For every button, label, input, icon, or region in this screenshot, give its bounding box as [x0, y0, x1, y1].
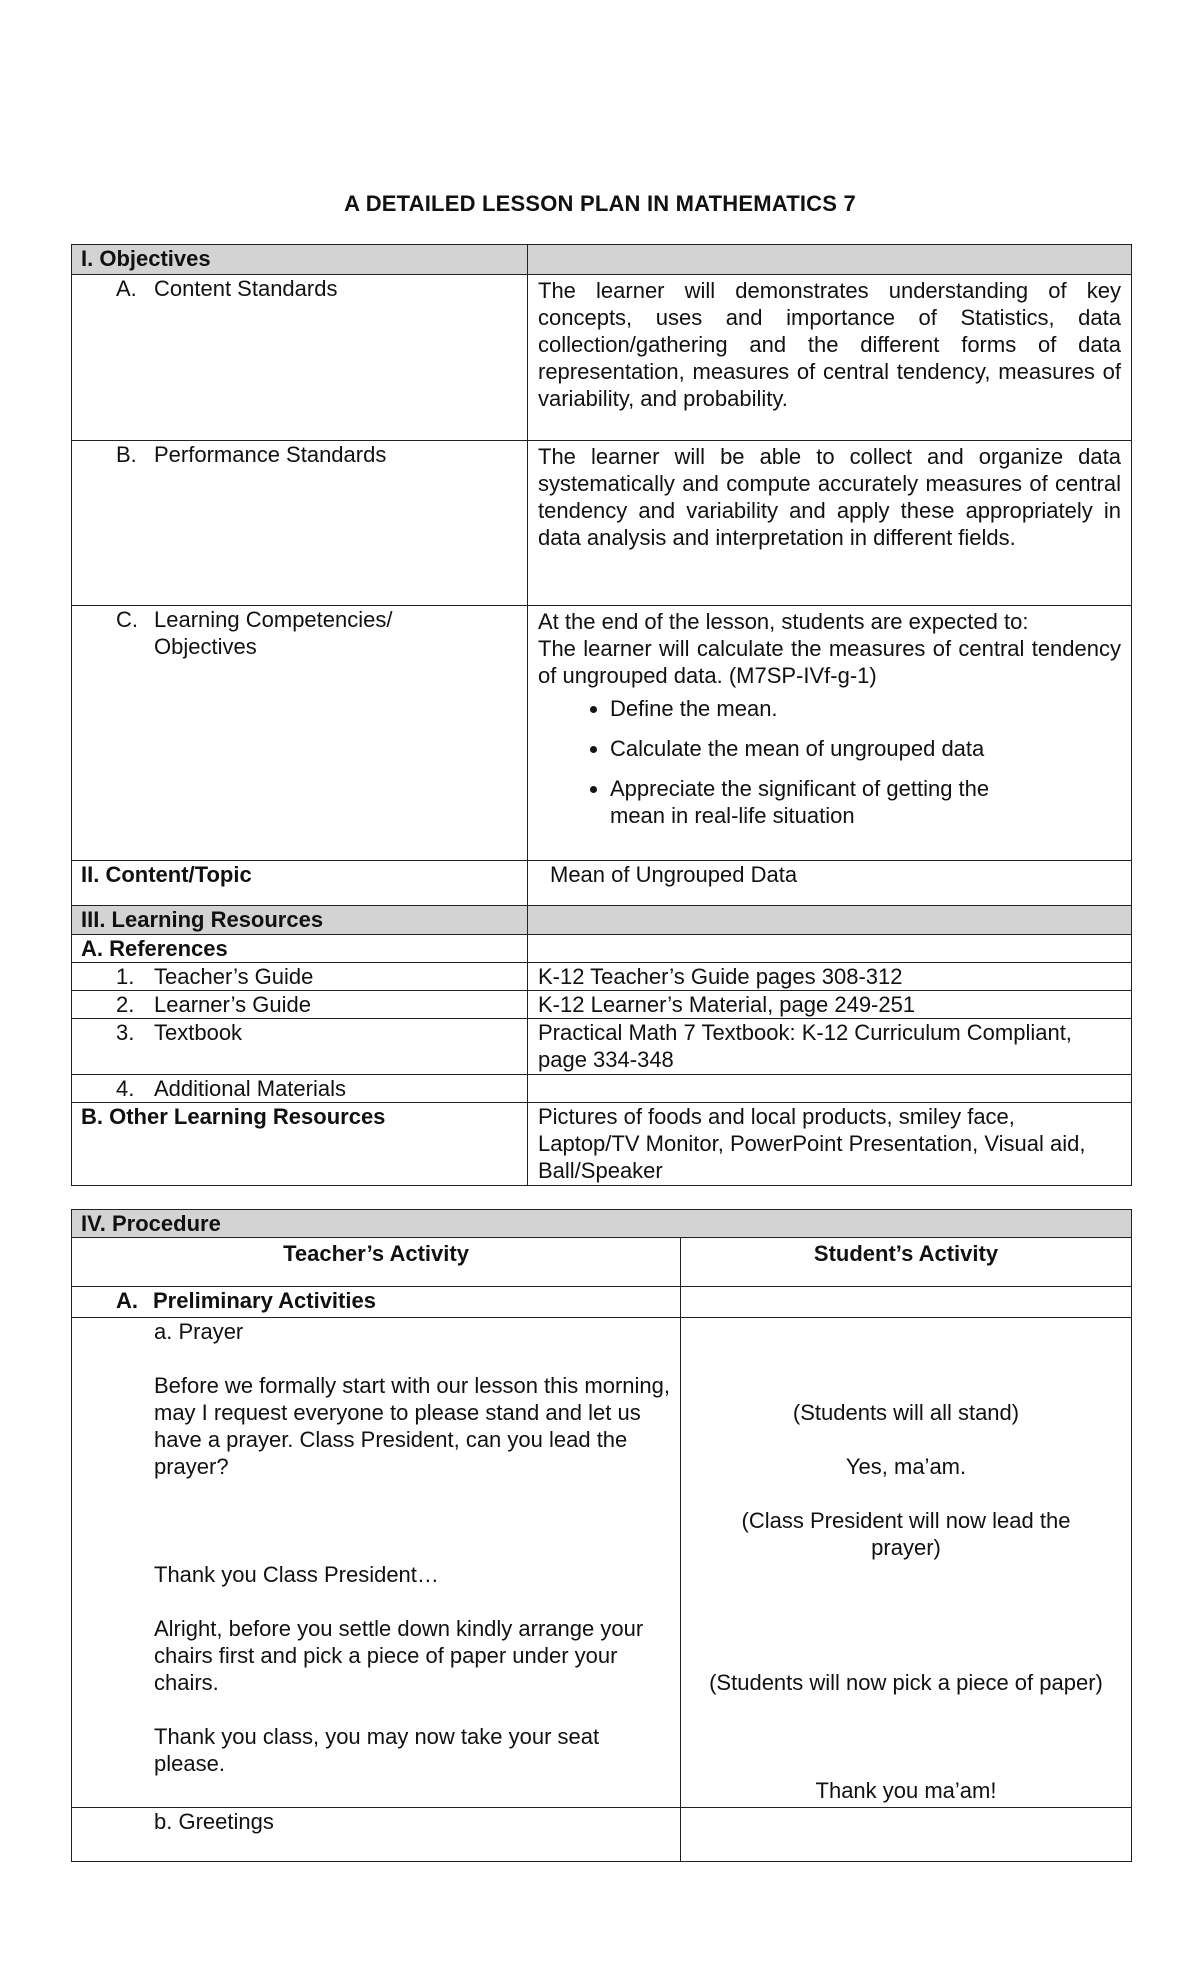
reference-text: Textbook: [154, 1020, 243, 1045]
prayer-label: a. Prayer: [154, 1319, 244, 1344]
references-label: A. References: [72, 935, 528, 963]
preliminary-num: A.: [116, 1288, 138, 1313]
student-line: (Students will all stand): [792, 1400, 1020, 1425]
competencies-row: [72, 606, 1132, 861]
performance-standards-label: [72, 441, 528, 606]
greetings-student-cell: [681, 1808, 1132, 1862]
teacher-line: Thank you class, you may now take your seat please.: [154, 1724, 600, 1776]
reference-value: K-12 Learner’s Material, page 249-251: [528, 991, 1132, 1019]
content-topic-label: II. Content/Topic: [72, 861, 528, 906]
competencies-text: Learning Competencies/ Objectives: [154, 607, 393, 659]
prayer-teacher-cell: [72, 1318, 681, 1808]
learning-resources-header-row: [72, 906, 1132, 935]
prayer-student-cell: [681, 1318, 1132, 1808]
other-resources-row: [72, 1103, 1132, 1186]
competencies-statement: The learner will calculate the measures of central tendency of ungrouped data. (M7SP-IVf-g-1): [538, 636, 1121, 688]
preliminary-blank: [681, 1287, 1132, 1318]
content-topic-row: [72, 861, 1132, 906]
performance-standards-row: [72, 441, 1132, 606]
greetings-row: [72, 1808, 1132, 1862]
other-resources-label: B. Other Learning Resources: [72, 1103, 528, 1186]
reference-label: [72, 963, 528, 991]
content-standards-row: [72, 275, 1132, 441]
document-title: A DETAILED LESSON PLAN IN MATHEMATICS 7: [344, 191, 856, 216]
reference-num: 1.: [116, 964, 135, 989]
competency-bullet: • Appreciate the significant of getting the mean in real-life situation: [610, 775, 1121, 829]
competencies-bullet-list: [538, 695, 1121, 829]
learning-resources-header-blank: [528, 906, 1132, 935]
student-activity-header: Student’s Activity: [681, 1238, 1132, 1287]
reference-label: [72, 991, 528, 1019]
teacher-line: Thank you Class President…: [154, 1562, 439, 1587]
student-line: Yes, ma’am.: [845, 1454, 967, 1479]
reference-num: 3.: [116, 1020, 135, 1045]
teacher-line: Before we formally start with our lesson this morning, may I request everyone to please stand and let us have a prayer. Class President, can you lead the prayer?: [154, 1373, 670, 1479]
competency-bullet: • Calculate the mean of ungrouped data: [610, 735, 1121, 762]
content-standards-text: Content Standards: [154, 276, 338, 301]
reference-row: [72, 991, 1132, 1019]
content-standards-label: [72, 275, 528, 441]
student-line: Thank you ma’am!: [815, 1778, 997, 1803]
objectives-table: [71, 244, 1132, 1186]
performance-standards-num: B.: [116, 442, 137, 467]
reference-label: [72, 1019, 528, 1075]
performance-standards-value: The learner will be able to collect and organize data systematically and compute accurately measures of central tendency and variability and apply these appropriately in data analysis and interpretation in different fields.: [528, 441, 1132, 606]
competency-bullet: • Define the mean.: [610, 695, 1121, 722]
teacher-activity-header: Teacher’s Activity: [72, 1238, 681, 1287]
reference-value: [528, 1075, 1132, 1103]
references-blank: [528, 935, 1132, 963]
performance-standards-text: Performance Standards: [154, 442, 387, 467]
reference-value: Practical Math 7 Textbook: K-12 Curriculum Compliant, page 334-348: [528, 1019, 1132, 1075]
competencies-value: [528, 606, 1132, 861]
activity-columns-row: [72, 1238, 1132, 1287]
objectives-header: I. Objectives: [72, 245, 528, 275]
reference-row: [72, 1075, 1132, 1103]
reference-value: K-12 Teacher’s Guide pages 308-312: [528, 963, 1132, 991]
preliminary-row: [72, 1287, 1132, 1318]
reference-text: Additional Materials: [154, 1076, 346, 1101]
procedure-table: [71, 1209, 1132, 1862]
greetings-label: b. Greetings: [154, 1809, 274, 1834]
procedure-header-row: [72, 1210, 1132, 1238]
greetings-teacher-cell: [72, 1808, 681, 1862]
prayer-row: [72, 1318, 1132, 1808]
learning-resources-header: III. Learning Resources: [72, 906, 528, 935]
reference-num: 4.: [116, 1076, 135, 1101]
content-standards-num: A.: [116, 276, 137, 301]
reference-row: [72, 1019, 1132, 1075]
procedure-header: IV. Procedure: [72, 1210, 1132, 1238]
other-resources-value: Pictures of foods and local products, smiley face, Laptop/TV Monitor, PowerPoint Presentation, Visual aid, Ball/Speaker: [528, 1103, 1132, 1186]
student-line: (Class President will now lead the prayer): [741, 1508, 1071, 1560]
reference-text: Teacher’s Guide: [154, 964, 314, 989]
student-line: (Students will now pick a piece of paper): [709, 1670, 1103, 1695]
content-standards-value: The learner will demonstrates understanding of key concepts, uses and importance of Statistics, data collection/gathering and the different forms of data representation, measures of central tendency, measures of variability, and probability.: [528, 275, 1132, 441]
reference-row: [72, 963, 1132, 991]
competencies-label: [72, 606, 528, 861]
reference-label: [72, 1075, 528, 1103]
competencies-intro: At the end of the lesson, students are expected to:: [538, 609, 1029, 634]
competencies-num: C.: [116, 607, 138, 632]
objectives-header-blank: [528, 245, 1132, 275]
objectives-header-row: [72, 245, 1132, 275]
reference-num: 2.: [116, 992, 135, 1017]
preliminary-text: Preliminary Activities: [153, 1288, 376, 1313]
teacher-line: Alright, before you settle down kindly arrange your chairs first and pick a piece of paper under your chairs.: [154, 1616, 644, 1695]
references-row: [72, 935, 1132, 963]
content-topic-value: Mean of Ungrouped Data: [528, 861, 1132, 906]
reference-text: Learner’s Guide: [154, 992, 311, 1017]
preliminary-label: [72, 1287, 681, 1318]
